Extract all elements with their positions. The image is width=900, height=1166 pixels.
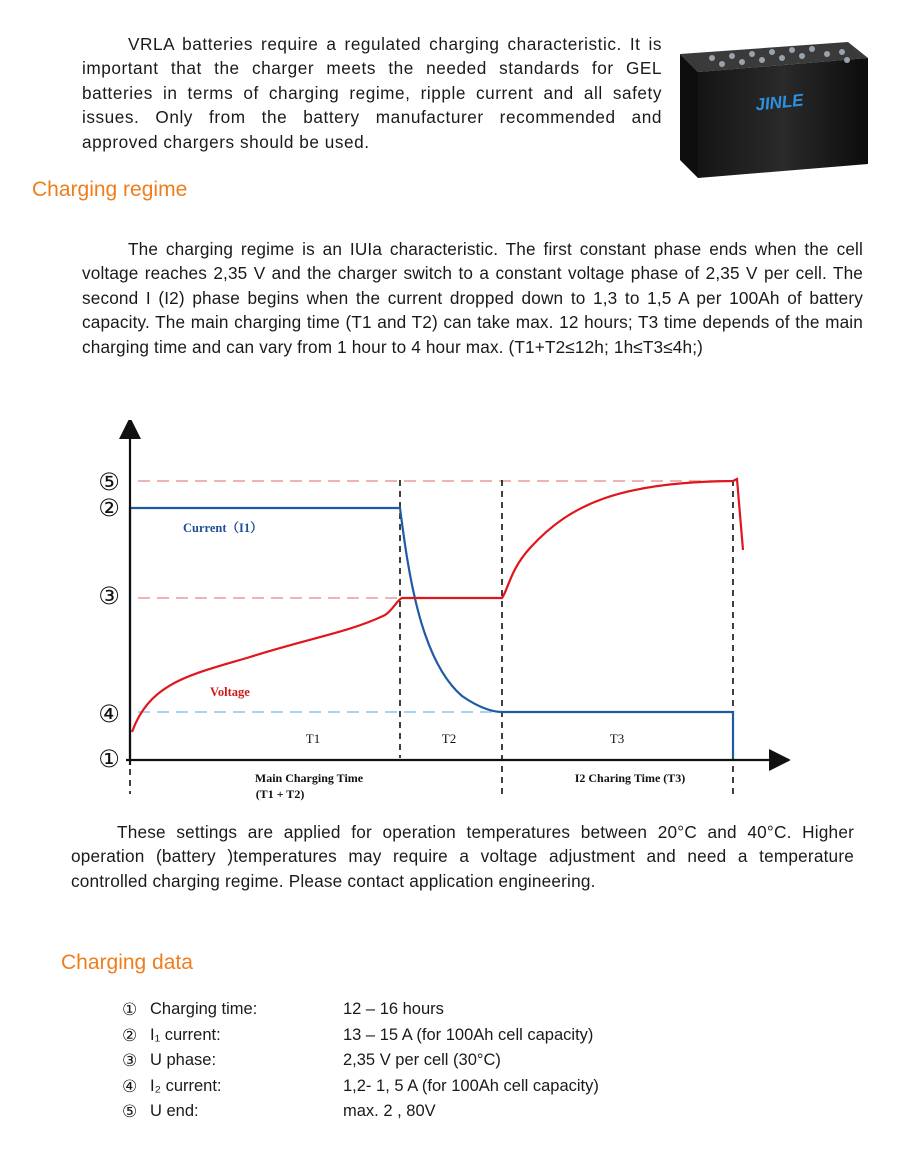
current-label: Current（I1） [183, 521, 263, 535]
y-marker-time: ① [98, 745, 120, 773]
row-label: I₂ current: [150, 1076, 222, 1095]
temperature-note-paragraph: These settings are applied for operation temperatures between 20°C and 40°C. Higher operation (battery )temperatures may require a voltage adjustment and need a temperature controlled charging regime. Please contact application engineering. [71, 822, 854, 891]
battery-image [672, 28, 872, 186]
row-label: U phase: [150, 1051, 217, 1069]
main-charging-time-sublabel: (T1 + T2) [255, 787, 305, 801]
y-marker-i1: ② [98, 494, 120, 522]
row-number: ① [122, 1000, 138, 1019]
row-number: ⑤ [122, 1102, 138, 1121]
row-number: ④ [122, 1076, 138, 1096]
charging-curve-diagram [90, 420, 790, 810]
charging-data-row [122, 997, 722, 1023]
y-marker-u-end: ⑤ [98, 468, 120, 496]
phase-label-t3: T3 [609, 731, 625, 746]
main-charging-time-label: Main Charging Time [254, 771, 364, 785]
row-value: 2,35 V per cell (30°C) [343, 1051, 501, 1069]
row-value: 12 – 16 hours [343, 1000, 444, 1018]
row-label: U end: [150, 1102, 199, 1120]
charging-data-row [122, 1048, 722, 1074]
battery-logo: JINLE [754, 90, 805, 115]
current-curve [130, 508, 733, 758]
row-number: ② [122, 1025, 138, 1045]
charging-data-row [122, 1074, 722, 1100]
charging-data-row [122, 1023, 722, 1049]
y-marker-u-phase: ③ [98, 582, 120, 610]
row-value: 13 – 15 A (for 100Ah cell capacity) [343, 1025, 594, 1044]
phase-label-t2: T2 [441, 731, 457, 746]
row-label: I₁ current: [150, 1025, 221, 1044]
charging-regime-paragraph: The charging regime is an IUIa characteristic. The first constant phase ends when the cell voltage reaches 2,35 V and the charger switch to a constant voltage phase of 2,35 V per cell. The second I (I2) phase begins when the current dropped down to 1,3 to 1,5 A per 100Ah of battery capacity. The main charging time (T1 and T2) can take max. 12 hours; T3 time depends of the main charging time and can vary from 1 hour to 4 hour max. (T1+T2≤12h; 1h≤T3≤4h;) [82, 239, 863, 357]
row-value: 1,2- 1, 5 A (for 100Ah cell capacity) [343, 1076, 599, 1095]
voltage-label: Voltage [210, 685, 250, 699]
charging-data-list [122, 997, 722, 1125]
phase-label-t1: T1 [305, 731, 321, 746]
charging-data-row [122, 1099, 722, 1125]
charging-data-heading: Charging data [61, 951, 193, 974]
y-marker-i2: ④ [98, 700, 120, 728]
row-label: Charging time: [150, 1000, 258, 1018]
row-value: max. 2 , 80V [343, 1102, 436, 1120]
i2-charging-time-label: I2 Charing Time (T3) [574, 771, 686, 785]
charging-regime-heading: Charging regime [32, 178, 188, 201]
intro-paragraph: VRLA batteries require a regulated charging characteristic. It is important that the charger meets the needed standards for GEL batteries in terms of charging regime, ripple current and all safety issues. Only from the battery manufacturer recommended and approved chargers should be used. [82, 34, 662, 152]
row-number: ③ [122, 1051, 138, 1070]
